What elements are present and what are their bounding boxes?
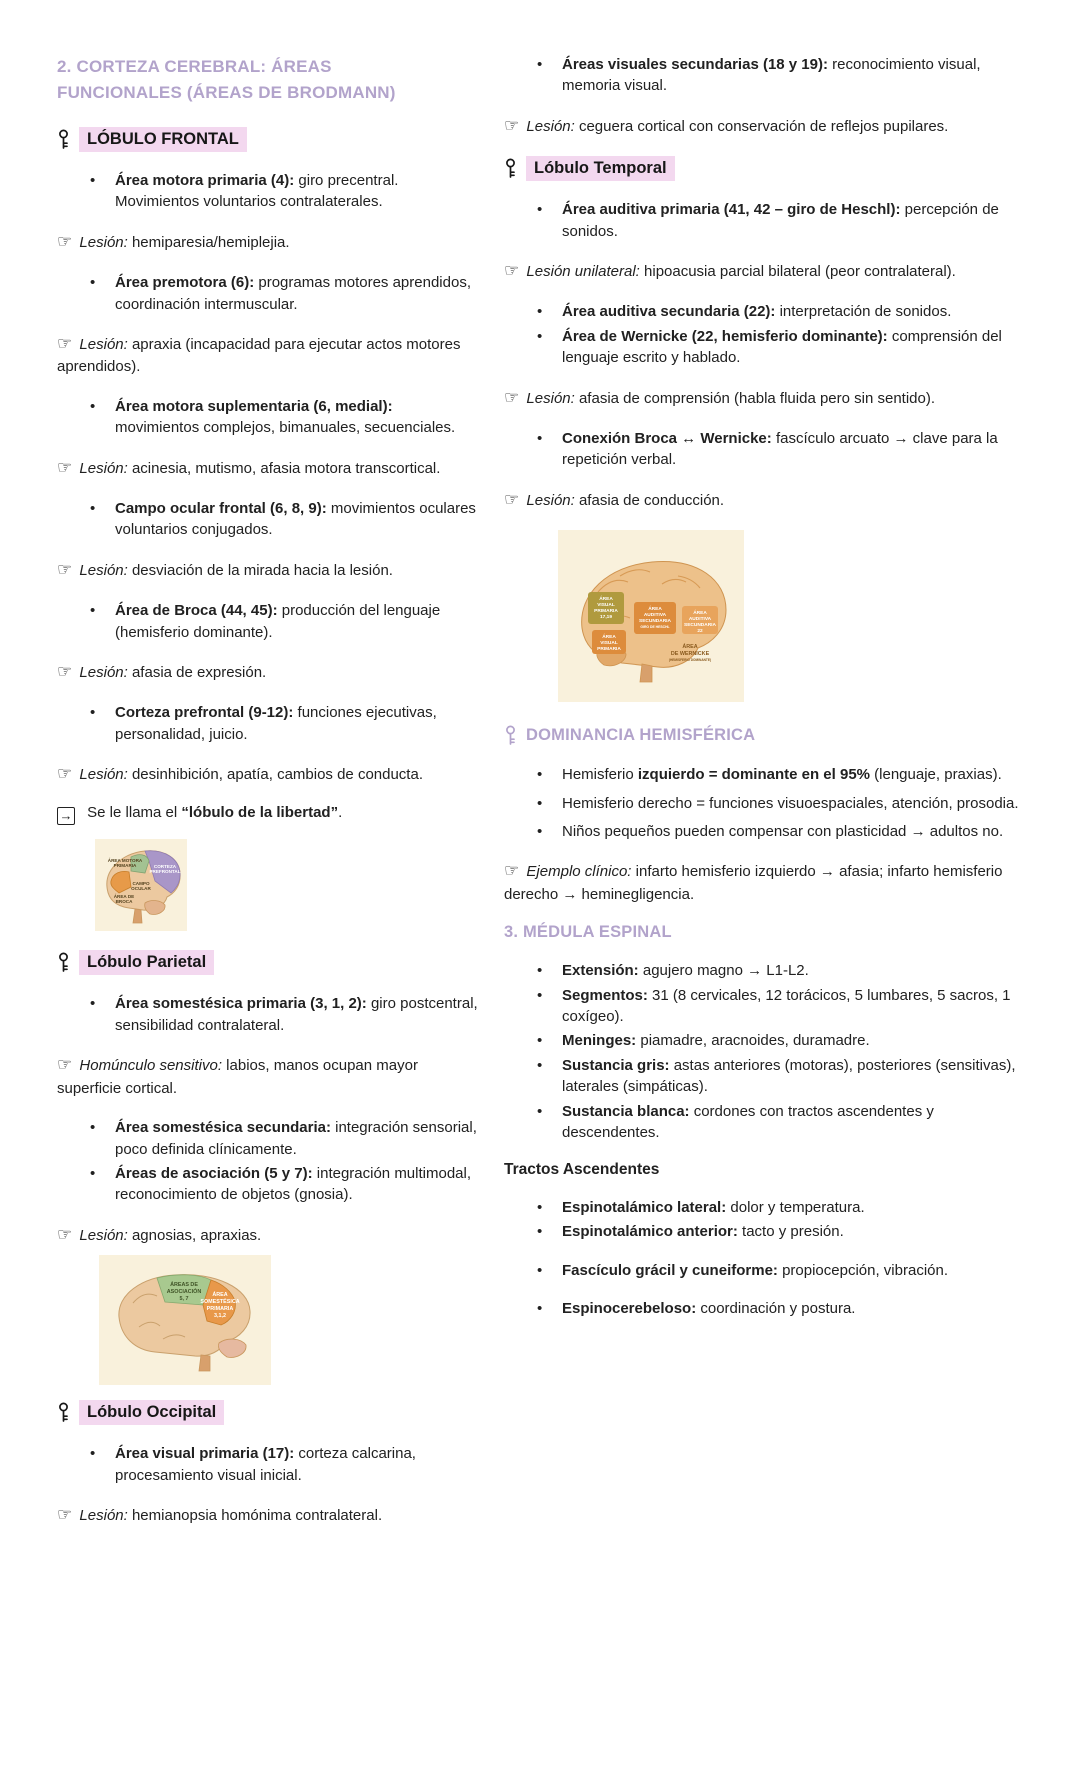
bullet-desc: movimientos oculares voluntarios conjugados. — [115, 499, 476, 539]
pointing-hand-icon: ☞ — [57, 559, 73, 579]
bullet-desc: piamadre, aracnoides, duramadre. — [640, 1032, 870, 1050]
pointing-hand-icon: ☞ — [57, 1055, 73, 1075]
bullet-desc: fascículo arcuato → clave para la repetición verbal. — [562, 429, 998, 469]
svg-text:ÁREA: ÁREA — [648, 607, 662, 613]
bullet-icon: • — [90, 1119, 96, 1137]
list-item — [504, 1197, 1023, 1218]
pointing-hand-icon: ☞ — [504, 489, 520, 509]
lesion-label: Lesión: — [79, 233, 128, 251]
doc-title: 2. CORTEZA CEREBRAL: ÁREAS FUNCIONALES (ÁREAS DE BRODMANN) — [57, 57, 396, 102]
section-title: Lóbulo Occipital — [79, 1400, 224, 1425]
svg-text:(HEMISFERIO DOMINANTE): (HEMISFERIO DOMINANTE) — [668, 658, 712, 663]
bullet-desc: integración multimodal, reconocimiento de objetos (gnosia). — [115, 1164, 472, 1204]
key-icon — [57, 1402, 70, 1423]
svg-text:PRIMARIA: PRIMARIA — [594, 609, 618, 615]
lesion-text: apraxia (incapacidad para ejecutar actos motores aprendidos). — [57, 336, 461, 376]
bullet-text — [115, 1443, 480, 1486]
right-column — [504, 54, 1023, 1748]
bullet-term: Meninges: — [562, 1032, 637, 1050]
clinical-example-note — [504, 859, 1023, 905]
pointing-hand-icon: ☞ — [504, 261, 520, 281]
lesion-text: desviación de la mirada hacia la lesión. — [131, 561, 393, 579]
bullet-desc: giro precentral. Movimientos voluntarios contralaterales. — [115, 172, 399, 211]
bullet-text — [115, 1117, 480, 1160]
bullet-icon: • — [537, 962, 543, 980]
bullet-desc: funciones ejecutivas, personalidad, juicio. — [115, 704, 437, 743]
bullet-term: Área motora suplementaria (6, medial): — [115, 397, 393, 415]
svg-text:PRIMARIA: PRIMARIA — [206, 1306, 234, 1313]
bullet-text: Hemisferio derecho = funciones visuoespaciales, atención, prosodia. — [562, 794, 1019, 812]
brainstem — [199, 1355, 210, 1371]
list-item — [57, 170, 480, 213]
lesion-note — [57, 1503, 480, 1527]
callout-note — [57, 804, 480, 825]
list-item — [504, 1101, 1023, 1144]
bullet-text — [562, 1298, 1023, 1319]
section-title: LÓBULO FRONTAL — [79, 127, 247, 152]
pointing-hand-icon: ☞ — [57, 662, 73, 681]
svg-text:17,19: 17,19 — [599, 615, 613, 621]
bullet-text — [115, 498, 480, 541]
bullet-desc: coordinación y postura. — [700, 1299, 856, 1317]
pointing-hand-icon: ☞ — [57, 231, 73, 251]
pointing-hand-icon: ☞ — [57, 457, 73, 477]
bullet-text — [562, 54, 1023, 97]
bullet-text — [562, 1260, 1023, 1281]
svg-text:AUDITIVA: AUDITIVA — [688, 617, 712, 623]
bullet-text — [562, 1055, 1023, 1098]
lesion-label: Lesión: — [526, 389, 575, 407]
bullet-desc: programas motores aprendidos, coordinación intermuscular. — [115, 274, 471, 313]
svg-text:AUDITIVA: AUDITIVA — [643, 613, 667, 619]
lesion-label: Homúnculo sensitivo: — [79, 1057, 222, 1075]
bullet-text — [115, 600, 480, 643]
bullet-text — [562, 199, 1023, 242]
bullet-text — [562, 326, 1023, 369]
bullet-desc: tacto y presión. — [742, 1223, 844, 1241]
lesion-note — [57, 332, 480, 378]
bullet-icon: • — [537, 766, 543, 784]
list-item — [57, 993, 480, 1036]
bullet-icon: • — [90, 499, 96, 517]
bullet-icon: • — [90, 397, 96, 415]
svg-text:SECUNDARIA: SECUNDARIA — [684, 623, 716, 629]
lesion-label: Lesión unilateral: — [526, 263, 640, 281]
bullet-term: Corteza prefrontal (9-12): — [115, 704, 294, 722]
section-header-occipital — [57, 1400, 480, 1425]
bullet-term: Extensión: — [562, 962, 639, 980]
bullet-desc: producción del lenguaje (hemisferio dominante). — [115, 602, 441, 641]
svg-text:CAMPO: CAMPO — [132, 881, 150, 887]
bullet-text — [115, 272, 480, 315]
bullet-icon: • — [537, 303, 543, 321]
pointing-hand-icon: ☞ — [504, 115, 520, 135]
list-item — [504, 428, 1023, 471]
key-icon — [57, 129, 70, 150]
bullet-term: Área motora primaria (4): — [115, 172, 295, 189]
svg-text:PRIMARIA: PRIMARIA — [597, 647, 621, 653]
lesion-note — [504, 386, 1023, 410]
list-item — [504, 301, 1023, 322]
bullet-text: Niños pequeños pueden compensar con plasticidad → adultos no. — [562, 823, 1004, 840]
parietal-brain-figure — [99, 1255, 480, 1390]
bullet-desc: agujero magno → L1-L2. — [642, 962, 809, 980]
bullet-icon: • — [537, 1102, 543, 1120]
list-item — [504, 1221, 1023, 1242]
list-item — [57, 1163, 480, 1206]
bullet-text — [562, 301, 1023, 322]
bullet-desc: astas anteriores (motoras), posteriores (sensitivas), laterales (simpáticas). — [562, 1056, 1016, 1096]
lesion-note — [57, 660, 480, 684]
brainstem — [133, 909, 142, 923]
bullet-icon: • — [537, 794, 543, 812]
lesion-note — [57, 762, 480, 786]
bullet-text — [562, 428, 1023, 471]
section-header-parietal — [57, 950, 480, 975]
bullet-desc: interpretación de sonidos. — [779, 303, 952, 321]
lesion-note — [57, 456, 480, 480]
key-icon — [57, 952, 70, 973]
parietal-brain-illustration — [99, 1255, 271, 1385]
lesion-text: afasia de conducción. — [578, 491, 725, 509]
bullet-text — [562, 1221, 1023, 1242]
bullet-desc: movimientos complejos, bimanuales, secuenciales. — [115, 419, 456, 437]
lesion-text: ceguera cortical con conservación de reflejos pupilares. — [578, 117, 949, 135]
bullet-term: Área de Wernicke (22, hemisferio dominante): — [562, 327, 888, 345]
bullet-term: Área auditiva secundaria (22): — [562, 303, 776, 321]
bullet-icon: • — [90, 274, 96, 292]
section-header-frontal — [57, 127, 480, 152]
svg-text:BROCA: BROCA — [115, 899, 133, 905]
section-header-temporal — [504, 156, 1023, 181]
svg-text:ÁREA: ÁREA — [599, 597, 613, 603]
lesion-label: Lesión: — [526, 491, 575, 509]
list-item — [504, 985, 1023, 1028]
bullet-text — [115, 702, 480, 745]
bullet-term: Área premotora (6): — [115, 274, 255, 292]
list-item — [57, 498, 480, 541]
section-title: Lóbulo Temporal — [526, 156, 675, 181]
bullet-desc: cordones con tractos ascendentes y descendentes. — [562, 1102, 934, 1142]
bullet-icon: • — [537, 327, 543, 345]
bullet-term: Espinotalámico anterior: — [562, 1223, 738, 1241]
bullet-icon: • — [537, 56, 543, 73]
bullet-term: Área somestésica primaria (3, 1, 2): — [115, 995, 367, 1013]
pointing-hand-icon: ☞ — [57, 1505, 73, 1524]
bullet-icon: • — [90, 602, 96, 620]
list-item — [57, 1443, 480, 1486]
lesion-text: hemiparesia/hemiplejia. — [131, 233, 290, 251]
bullet-icon: • — [90, 1445, 96, 1463]
svg-text:3,1,2: 3,1,2 — [214, 1313, 226, 1320]
lesion-note — [504, 259, 1023, 283]
bullet-term: Espinocerebeloso: — [562, 1299, 697, 1317]
bullet-desc: giro postcentral, sensibilidad contralateral. — [115, 995, 478, 1034]
section-title: 3. MÉDULA ESPINAL — [504, 923, 672, 942]
bullet-term: Áreas visuales secundarias (18 y 19): — [562, 56, 828, 73]
lesion-text: afasia de comprensión (habla fluida pero sin sentido). — [578, 389, 936, 407]
note-bold: “lóbulo de la libertad” — [181, 804, 339, 822]
svg-text:5, 7: 5, 7 — [179, 1296, 189, 1303]
lesion-text: agnosias, apraxias. — [131, 1226, 262, 1244]
bullet-desc: propiocepción, vibración. — [782, 1261, 949, 1279]
pointing-hand-icon: ☞ — [57, 764, 73, 784]
svg-text:ÁREA: ÁREA — [682, 644, 698, 651]
lesion-label: Lesión: — [79, 664, 128, 681]
lesion-label: Lesión: — [79, 459, 128, 477]
bullet-term: Área auditiva primaria (41, 42 – giro de Heschl): — [562, 201, 901, 219]
bullet-term: Segmentos: — [562, 986, 648, 1004]
bullet-icon: • — [90, 172, 96, 189]
bullet-text — [115, 1163, 480, 1206]
section-title: DOMINANCIA HEMISFÉRICA — [526, 726, 756, 745]
boxed-arrow-icon: → — [57, 807, 75, 825]
bullet-icon: • — [537, 823, 543, 840]
bullet-text — [562, 985, 1023, 1028]
lesion-text: hipoacusia parcial bilateral (peor contralateral). — [644, 263, 956, 281]
key-icon — [504, 725, 517, 746]
list-item — [504, 1055, 1023, 1098]
lesion-text: labios, manos ocupan mayor superficie cortical. — [57, 1057, 418, 1097]
bullet-icon: • — [90, 995, 96, 1013]
lesion-label: Lesión: — [79, 1507, 128, 1524]
svg-text:PREFRONTAL: PREFRONTAL — [149, 869, 181, 875]
bullet-desc: reconocimiento visual, memoria visual. — [562, 56, 981, 95]
section-title: Lóbulo Parietal — [79, 950, 214, 975]
bullet-term: Sustancia blanca: — [562, 1102, 690, 1120]
bullet-term: Áreas de asociación (5 y 7): — [115, 1164, 313, 1182]
lesion-note — [57, 1223, 480, 1247]
list-item — [57, 600, 480, 643]
bullet-term: Campo ocular frontal (6, 8, 9): — [115, 499, 327, 517]
bullet-desc: integración sensorial, poco definida clínicamente. — [115, 1119, 477, 1158]
lesion-note — [57, 1053, 480, 1099]
pointing-hand-icon: ☞ — [57, 334, 73, 354]
bullet-icon: • — [537, 1198, 543, 1216]
svg-text:ÁREA MOTORA: ÁREA MOTORA — [107, 858, 143, 864]
bullet-term: Espinotalámico lateral: — [562, 1198, 727, 1216]
svg-text:ÁREA DE: ÁREA DE — [113, 894, 135, 900]
lesion-label: Lesión: — [79, 561, 128, 579]
bullet-text — [115, 396, 480, 439]
bullet-desc: dolor y temperatura. — [730, 1198, 865, 1216]
lesion-text: hemianopsia homónima contralateral. — [131, 1507, 383, 1524]
bullet-desc: 31 (8 cervicales, 12 torácicos, 5 lumbares, 5 sacros, 1 coxígeo). — [562, 986, 1011, 1026]
frontal-brain-figure — [95, 839, 480, 936]
bullet-term: Área somestésica secundaria: — [115, 1119, 331, 1137]
left-column — [57, 54, 480, 1748]
list-item — [504, 1030, 1023, 1051]
lesion-note — [504, 114, 1023, 138]
lesion-text: infarto hemisferio izquierdo → afasia; infarto hemisferio derecho → heminegligencia. — [504, 863, 1003, 903]
svg-text:ASOCIACIÓN: ASOCIACIÓN — [166, 1289, 202, 1296]
lesion-label: Ejemplo clínico: — [526, 863, 632, 881]
bullet-text — [115, 993, 480, 1036]
temporal-brain-illustration — [558, 530, 744, 702]
svg-text:OCULAR: OCULAR — [131, 886, 151, 892]
bullet-term: Fascículo grácil y cuneiforme: — [562, 1261, 778, 1279]
list-item — [57, 396, 480, 439]
list-item — [504, 326, 1023, 369]
section-header-medula — [504, 923, 1023, 942]
svg-text:SOMESTÉSICA: SOMESTÉSICA — [200, 1299, 240, 1306]
bullet-text — [562, 1101, 1023, 1144]
frontal-brain-illustration — [95, 839, 187, 931]
svg-text:PRIMARIA: PRIMARIA — [113, 863, 137, 869]
lesion-label: Lesión: — [79, 336, 128, 354]
list-item — [57, 272, 480, 315]
list-item — [504, 793, 1023, 814]
list-item — [504, 821, 1023, 842]
list-item — [504, 1298, 1023, 1319]
lesion-label: Lesión: — [79, 1226, 128, 1244]
temporal-brain-figure — [558, 530, 1023, 707]
bullet-icon: • — [537, 201, 543, 219]
bullet-text — [562, 1197, 1023, 1218]
subsection-tractos-ascendentes: Tractos Ascendentes — [504, 1160, 660, 1178]
list-item — [504, 1260, 1023, 1281]
bullet-desc: corteza calcarina, procesamiento visual inicial. — [115, 1445, 416, 1484]
svg-text:22: 22 — [697, 629, 703, 635]
lesion-note — [57, 230, 480, 254]
svg-text:SECUNDARIA: SECUNDARIA — [639, 619, 671, 625]
lesion-label: Lesión: — [79, 766, 128, 784]
bullet-desc: percepción de sonidos. — [562, 201, 999, 240]
svg-text:ÁREA: ÁREA — [602, 635, 616, 641]
bullet-icon: • — [537, 1261, 543, 1279]
bullet-text — [115, 170, 480, 213]
bullet-icon: • — [537, 429, 543, 447]
bullet-text — [562, 1030, 1023, 1051]
bullet-icon: • — [90, 1164, 96, 1182]
bullet-icon: • — [537, 1299, 543, 1317]
list-item — [504, 764, 1023, 785]
section-header-dominancia — [504, 725, 1023, 746]
list-item — [504, 199, 1023, 242]
bullet-text — [562, 960, 1023, 981]
lesion-text: desinhibición, apatía, cambios de conducta. — [131, 766, 423, 784]
bullet-icon: • — [537, 986, 543, 1004]
pointing-hand-icon: ☞ — [57, 1224, 73, 1244]
list-item — [504, 54, 1023, 97]
pointing-hand-icon: ☞ — [504, 861, 520, 881]
lesion-label: Lesión: — [526, 117, 575, 135]
bullet-desc: comprensión del lenguaje escrito y hablado. — [562, 327, 1002, 367]
svg-text:ÁREA: ÁREA — [212, 1292, 228, 1299]
bullet-icon: • — [537, 1223, 543, 1241]
svg-text:ÁREAS DE: ÁREAS DE — [170, 1282, 198, 1289]
bullet-icon: • — [537, 1056, 543, 1074]
lesion-note — [57, 558, 480, 582]
note-post: . — [338, 804, 343, 822]
bullet-icon: • — [537, 1032, 543, 1050]
bullet-term: Área visual primaria (17): — [115, 1445, 295, 1463]
svg-text:VISUAL: VISUAL — [600, 641, 618, 647]
svg-text:CORTEZA: CORTEZA — [153, 864, 177, 870]
list-item — [57, 702, 480, 745]
svg-text:DE WERNICKE: DE WERNICKE — [670, 651, 710, 658]
svg-text:ÁREA: ÁREA — [693, 611, 707, 617]
note-pre: Se le llama el — [87, 804, 178, 822]
lesion-text: afasia de expresión. — [131, 664, 267, 681]
svg-text:GIRO DE HESCHL: GIRO DE HESCHL — [640, 625, 670, 630]
brainstem — [640, 664, 652, 682]
bullet-icon: • — [90, 704, 96, 722]
list-item — [57, 1117, 480, 1160]
bullet-term: Área de Broca (44, 45): — [115, 602, 278, 620]
key-icon — [504, 158, 517, 179]
bullet-term: Sustancia gris: — [562, 1056, 670, 1074]
lesion-note — [504, 488, 1023, 512]
pointing-hand-icon: ☞ — [504, 387, 520, 407]
list-item — [504, 960, 1023, 981]
bullet-text: Hemisferio izquierdo = dominante en el 95% (lenguaje, praxias). — [562, 766, 1002, 784]
svg-text:VISUAL: VISUAL — [597, 603, 615, 609]
bullet-term: Conexión Broca ↔ Wernicke: — [562, 429, 772, 447]
lesion-text: acinesia, mutismo, afasia motora transcortical. — [131, 459, 441, 477]
